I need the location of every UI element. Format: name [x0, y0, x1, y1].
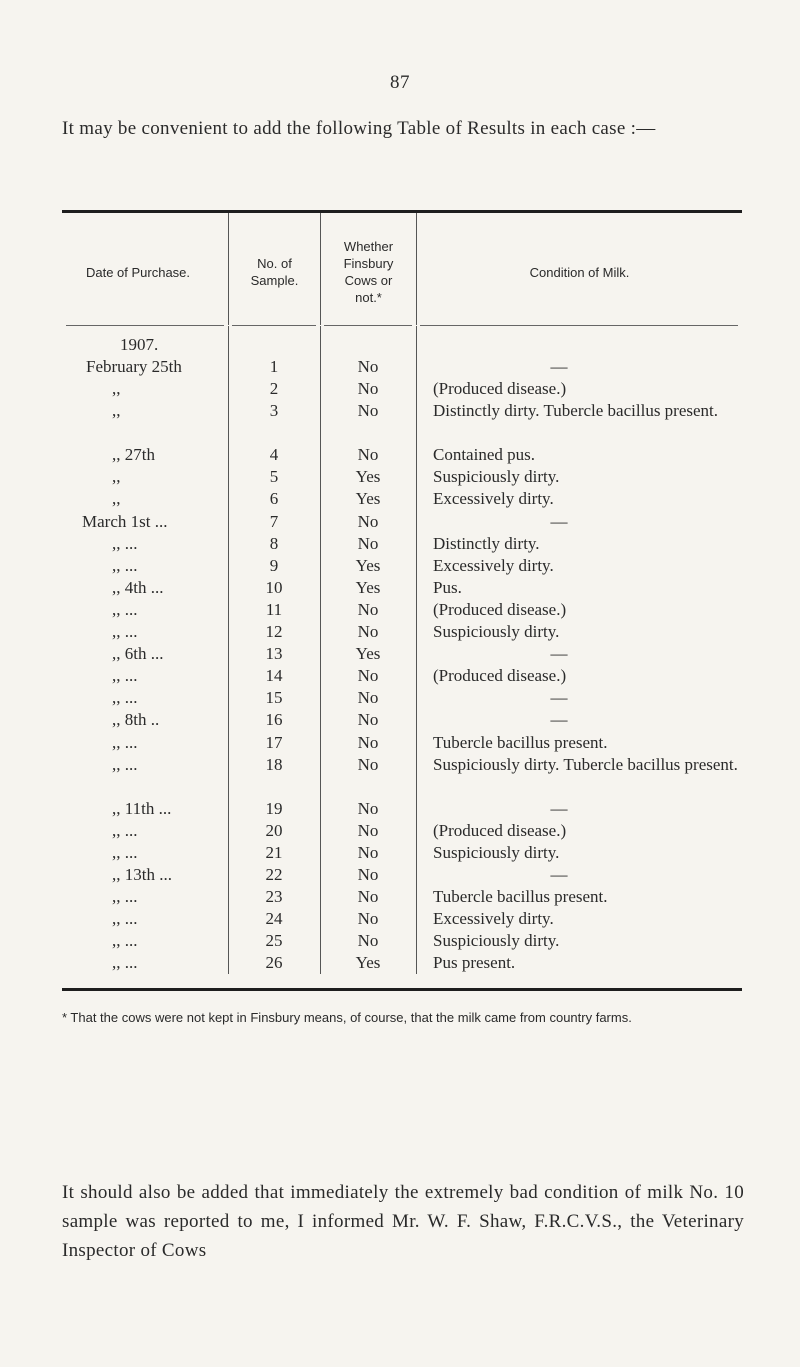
sample-cell: 3: [269, 401, 279, 421]
finsbury-cell: No: [357, 401, 379, 421]
table-row: [62, 732, 742, 754]
date-cell: ,, ...: [112, 820, 138, 840]
condition-cell: —: [550, 710, 568, 730]
condition-cell: Suspiciously dirty.: [433, 467, 560, 487]
table-body: [62, 326, 742, 974]
finsbury-cell: No: [357, 864, 379, 884]
date-cell: ,, 13th ...: [112, 864, 172, 884]
date-cell: ,,: [112, 467, 121, 487]
date-cell: ,, ...: [112, 754, 138, 774]
sample-cell: 23: [265, 886, 283, 906]
table-row: [62, 621, 742, 643]
table-row: [62, 378, 742, 400]
sample-cell: 12: [265, 622, 283, 642]
table-row: [62, 511, 742, 533]
table-row: [62, 533, 742, 555]
finsbury-cell: No: [357, 798, 379, 818]
date-cell: ,, ...: [112, 886, 138, 906]
sample-cell: 16: [265, 710, 283, 730]
finsbury-cell: No: [357, 599, 379, 619]
finsbury-cell: Yes: [355, 489, 381, 509]
condition-cell: Suspiciously dirty.: [433, 622, 560, 642]
table-row: [62, 400, 742, 444]
sample-cell: 5: [269, 467, 279, 487]
finsbury-cell: No: [357, 688, 379, 708]
table-row: [62, 356, 742, 378]
finsbury-cell: No: [357, 710, 379, 730]
sample-cell: 7: [269, 511, 279, 531]
table-row: [62, 444, 742, 466]
closing-paragraph: It should also be added that immediately the extremely bad condition of milk No. 10 sample was reported to me, I informed Mr. W. F. Shaw, F.R.C.V.S., the Veterinary Inspector of Cows: [62, 1182, 744, 1261]
sample-cell: 17: [265, 732, 283, 752]
sample-cell: 25: [265, 931, 283, 951]
finsbury-cell: No: [357, 842, 379, 862]
sample-cell: 18: [265, 754, 283, 774]
header-date: Date of Purchase.: [85, 264, 191, 280]
finsbury-cell: No: [357, 732, 379, 752]
finsbury-cell: Yes: [355, 644, 381, 664]
table-row: [62, 842, 742, 864]
condition-cell: —: [550, 864, 568, 884]
table-row: [62, 643, 742, 665]
table-row: [62, 488, 742, 510]
condition-cell: Tubercle bacillus present.: [433, 732, 608, 752]
sample-cell: 2: [269, 379, 279, 399]
condition-cell: —: [550, 511, 568, 531]
table-header: [62, 213, 742, 325]
year-label: 1907.: [120, 335, 159, 354]
table-row: [62, 930, 742, 952]
intro-paragraph: It may be convenient to add the following Table of Results in each case :—: [62, 118, 656, 139]
sample-cell: 8: [269, 533, 279, 553]
date-cell: ,, 4th ...: [112, 577, 164, 597]
condition-cell: (Produced disease.): [433, 820, 567, 840]
condition-cell: —: [550, 644, 568, 664]
finsbury-cell: No: [357, 754, 379, 774]
date-cell: February 25th: [86, 357, 182, 377]
sample-cell: 21: [265, 842, 283, 862]
table-row: [62, 798, 742, 820]
condition-cell: Pus.: [433, 577, 462, 597]
date-cell: ,, 11th ...: [112, 798, 172, 818]
sample-cell: 4: [269, 445, 279, 465]
date-cell: ,, ...: [112, 931, 138, 951]
date-cell: ,, ...: [112, 533, 138, 553]
date-cell: ,, ...: [112, 842, 138, 862]
table-row: [62, 754, 742, 798]
table-row: [62, 555, 742, 577]
date-cell: ,,: [112, 489, 121, 509]
finsbury-cell: No: [357, 666, 379, 686]
condition-cell: Pus present.: [433, 953, 516, 973]
date-cell: ,, ...: [112, 953, 138, 973]
finsbury-cell: Yes: [355, 953, 381, 973]
sample-cell: 14: [265, 666, 283, 686]
finsbury-cell: No: [357, 379, 379, 399]
table-row: [62, 577, 742, 599]
sample-cell: 6: [269, 489, 279, 509]
condition-cell: Suspiciously dirty.: [433, 931, 560, 951]
table-row: [62, 687, 742, 709]
date-cell: March 1st ...: [82, 511, 168, 531]
table-row: [62, 665, 742, 687]
table-row: [62, 908, 742, 930]
condition-cell: Contained pus.: [433, 445, 535, 465]
sample-cell: 13: [265, 644, 283, 664]
condition-cell: Excessively dirty.: [433, 555, 554, 575]
condition-cell: (Produced disease.): [433, 599, 567, 619]
date-cell: ,, ...: [112, 909, 138, 929]
table-row: [62, 599, 742, 621]
finsbury-cell: No: [357, 820, 379, 840]
date-cell: ,, 8th ..: [112, 710, 160, 730]
header-condition: Condition of Milk.: [416, 213, 742, 325]
condition-cell: Suspiciously dirty.: [433, 842, 560, 862]
sample-cell: 1: [269, 357, 279, 377]
date-cell: ,, ...: [112, 599, 138, 619]
table-row: [62, 952, 742, 974]
table-row: [62, 886, 742, 908]
finsbury-cell: No: [357, 886, 379, 906]
sample-cell: 11: [265, 599, 283, 619]
finsbury-cell: No: [357, 533, 379, 553]
finsbury-cell: No: [357, 909, 379, 929]
finsbury-cell: No: [357, 445, 379, 465]
table-bottom-rule: [62, 988, 742, 991]
date-cell: ,, 6th ...: [112, 644, 164, 664]
header-finsbury: Whether Finsbury Cows or not.*: [320, 213, 416, 325]
header-sample: No. of Sample.: [228, 213, 320, 325]
condition-cell: —: [550, 688, 568, 708]
finsbury-cell: No: [357, 931, 379, 951]
results-table: [62, 210, 742, 991]
sample-cell: 22: [265, 864, 283, 884]
condition-cell: —: [550, 798, 568, 818]
condition-cell: Excessively dirty.: [433, 489, 554, 509]
condition-cell: Tubercle bacillus present.: [433, 886, 608, 906]
finsbury-cell: Yes: [355, 555, 381, 575]
sample-cell: 10: [265, 577, 283, 597]
condition-cell: (Produced disease.): [433, 379, 567, 399]
date-cell: ,,: [112, 379, 121, 399]
date-cell: ,, ...: [112, 555, 138, 575]
date-cell: ,, ...: [112, 732, 138, 752]
table-row: [62, 864, 742, 886]
page-number: 87: [390, 72, 410, 93]
date-cell: ,,: [112, 401, 121, 421]
condition-cell: Distinctly dirty. Tubercle bacillus present.: [433, 401, 719, 421]
condition-cell: (Produced disease.): [433, 666, 567, 686]
year-row: [62, 334, 742, 356]
condition-cell: Distinctly dirty.: [433, 533, 540, 553]
sample-cell: 26: [265, 953, 283, 973]
date-cell: ,, ...: [112, 622, 138, 642]
date-cell: ,, ...: [112, 688, 138, 708]
table-row: [62, 820, 742, 842]
sample-cell: 20: [265, 820, 283, 840]
table-row: [62, 466, 742, 488]
sample-cell: 24: [265, 909, 283, 929]
finsbury-cell: Yes: [355, 467, 381, 487]
condition-cell: Suspiciously dirty. Tubercle bacillus present.: [433, 754, 738, 774]
date-cell: ,, 27th: [112, 445, 155, 465]
date-cell: ,, ...: [112, 666, 138, 686]
finsbury-cell: No: [357, 357, 379, 377]
finsbury-cell: No: [357, 622, 379, 642]
sample-cell: 9: [269, 555, 279, 575]
footnote: * That the cows were not kept in Finsbury means, of course, that the milk came from country farms.: [62, 1010, 632, 1025]
sample-cell: 19: [265, 798, 283, 818]
condition-cell: Excessively dirty.: [433, 909, 554, 929]
sample-cell: 15: [265, 688, 283, 708]
table-row: [62, 709, 742, 731]
condition-cell: —: [550, 357, 568, 377]
finsbury-cell: Yes: [355, 577, 381, 597]
finsbury-cell: No: [357, 511, 379, 531]
